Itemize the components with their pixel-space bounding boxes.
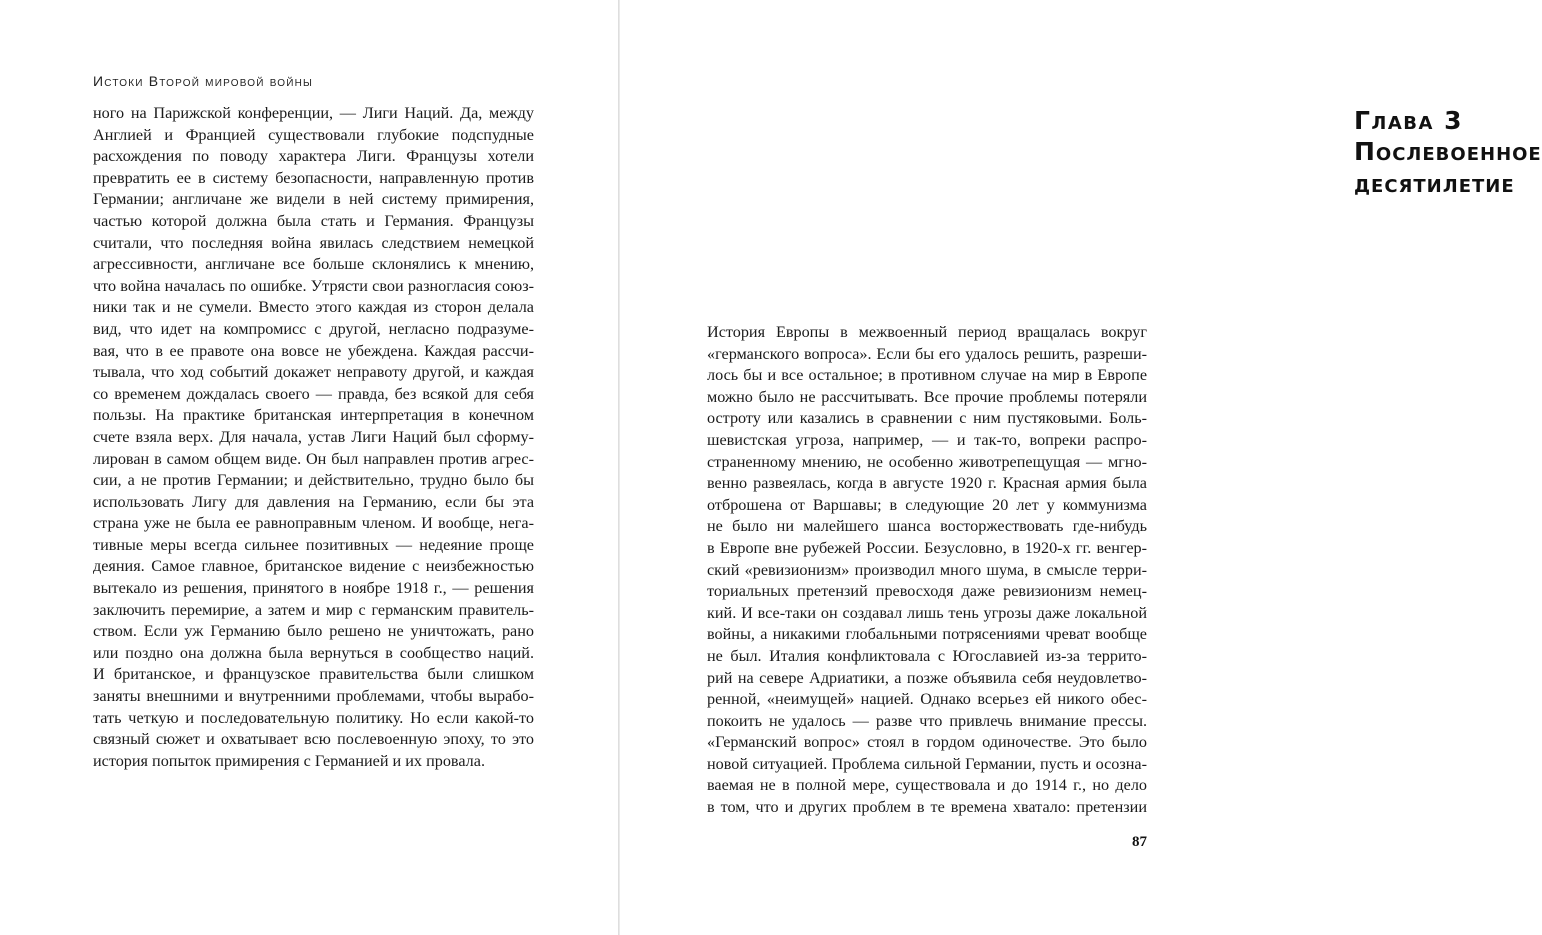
text-line: венно развеялась, когда в августе 1920 г. Красная армия была <box>707 474 1147 493</box>
text-line: не было ни малейшего шанса восторжествовать где-нибудь <box>707 517 1147 536</box>
book-gutter <box>618 0 620 935</box>
left-body-text <box>93 103 534 772</box>
text-line: не был. Италия конфликтовала с Югославией из-за террито- <box>707 646 1147 665</box>
text-line: остроту или казались в сравнении с ним пустяковыми. Боль- <box>707 409 1147 428</box>
text-line: счете взяла верх. Для начала, устав Лиги Наций был сформу- <box>93 427 534 446</box>
text-line: «германского вопроса». Если бы его удалось решить, разреши- <box>707 344 1147 363</box>
page-number: 87 <box>1132 834 1147 850</box>
text-line: что война началась по ошибке. Утрясти свои разногласия союз- <box>93 276 534 295</box>
text-line: «Германский вопрос» стоял в гордом одиночестве. Это было <box>707 733 1147 752</box>
text-line: страна уже не была ее равноправным членом. И вообще, нега- <box>93 514 534 533</box>
text-line: отброшена от Варшавы; в следующие 20 лет у коммунизма <box>707 495 1147 514</box>
text-line: новой ситуацией. Проблема сильной Германии, пусть и осозна- <box>707 754 1147 773</box>
text-line: рий на севере Адриатики, а позже объявила себя неудовлетво- <box>707 668 1147 687</box>
chapter-heading <box>1354 106 1542 200</box>
text-line: ский «ревизионизм» производил много шума, в смысле терри- <box>707 560 1147 579</box>
text-line: со временем дождалась своего — правда, без всякой для себя <box>93 384 534 403</box>
text-line: страненному мнению, не особенно животрепещущая — мгно- <box>707 452 1147 471</box>
text-line: в Европе вне рубежей России. Безусловно, в 1920-х гг. венгер- <box>707 538 1147 557</box>
text-line: деяния. Самое главное, британское видение с неизбежностью <box>93 557 534 576</box>
chapter-number: Глава 3 <box>1354 106 1464 135</box>
text-line: шевистская угроза, например, — и так-то, вопреки распро- <box>707 430 1147 449</box>
text-line: использовать Лигу для давления на Германию, если бы эта <box>93 492 534 511</box>
text-line: вытекало из решения, принятого в ноябре 1918 г., — решения <box>93 579 534 598</box>
text-line: вид, что идет на компромисс с другой, негласно подразуме- <box>93 319 534 338</box>
text-line: заняты внешними и внутренними проблемами, чтобы вырабо- <box>93 687 534 706</box>
text-line: история попыток примирения с Германией и их провала. <box>93 751 485 770</box>
text-line: вая, что в ее правоте она вовсе не убеждена. Каждая рассчи- <box>93 341 534 360</box>
text-line: агрессивности, англичане все больше склонялись к мнению, <box>93 255 534 274</box>
text-line: кий. И все-таки он создавал лишь тень угрозы даже локальной <box>707 603 1147 622</box>
text-line: расхождения по поводу характера Лиги. Французы хотели <box>93 147 534 166</box>
text-line: ренной, «неимущей» нацией. Однако всерьез ей никого обес- <box>707 690 1147 709</box>
text-line: сии, а не против Германии; и действительно, трудно было бы <box>93 471 534 490</box>
text-line: или поздно она должна была вернуться в сообщество наций. <box>93 643 534 662</box>
text-line: ториальных претензий превосходя даже ревизионизм немец- <box>707 582 1147 601</box>
text-line: заключить перемирие, а затем и мир с германским правитель- <box>93 600 534 619</box>
text-line: лось бы и все остальное; в противном случае на мир в Европе <box>707 366 1147 385</box>
text-line: лирован в самом общем виде. Он был направлен против агрес- <box>93 449 534 468</box>
text-line: тивные меры всегда сильнее позитивных — недеяние проще <box>93 535 534 554</box>
text-line: ники так и не сумели. Вместо этого каждая из сторон делала <box>93 298 534 317</box>
text-line: ваемая не в полной мере, существовала и до 1914 г., но дело <box>707 776 1147 795</box>
running-head: Истоки Второй мировой войны <box>93 73 314 89</box>
text-line: И британское, и французское правительства были слишком <box>93 665 534 684</box>
text-line: в том, что и других проблем в те времена хватало: претензии <box>707 798 1147 817</box>
left-page <box>0 0 618 935</box>
text-line: тывала, что ход событий докажет неправоту другой, и каждая <box>93 363 534 382</box>
right-body-text <box>707 322 1147 819</box>
text-line: покоить не удалось — разве что привлечь внимание прессы. <box>707 711 1147 730</box>
text-line: связный сюжет и охватывает всю послевоенную эпоху, то это <box>93 730 534 749</box>
text-line: пользы. На практике британская интерпретация в конечном <box>93 406 534 425</box>
text-line: Англией и Францией существовали глубокие подспудные <box>93 125 534 144</box>
text-line: тать четкую и последовательную политику. Но если какой-то <box>93 708 534 727</box>
text-line: частью которой должна была стать и Германия. Французы <box>93 211 534 230</box>
text-line: можно было не рассчитывать. Все прочие проблемы потеряли <box>707 387 1147 406</box>
chapter-title: Послевоенное десятилетие <box>1354 137 1542 198</box>
text-line: ством. Если уж Германию было решено не уничтожать, рано <box>93 622 534 641</box>
text-line: Германии; англичане же видели в ней систему примирения, <box>93 190 534 209</box>
text-line: ного на Парижской конференции, — Лиги Наций. Да, между <box>93 104 534 122</box>
text-line: считали, что последняя война явилась следствием немецкой <box>93 233 534 252</box>
text-line: войны, а никакими глобальными потрясениями чреват вообще <box>707 625 1147 644</box>
text-line: превратить ее в систему безопасности, направленную против <box>93 168 534 187</box>
text-line: История Европы в межвоенный период вращалась вокруг <box>707 323 1147 341</box>
